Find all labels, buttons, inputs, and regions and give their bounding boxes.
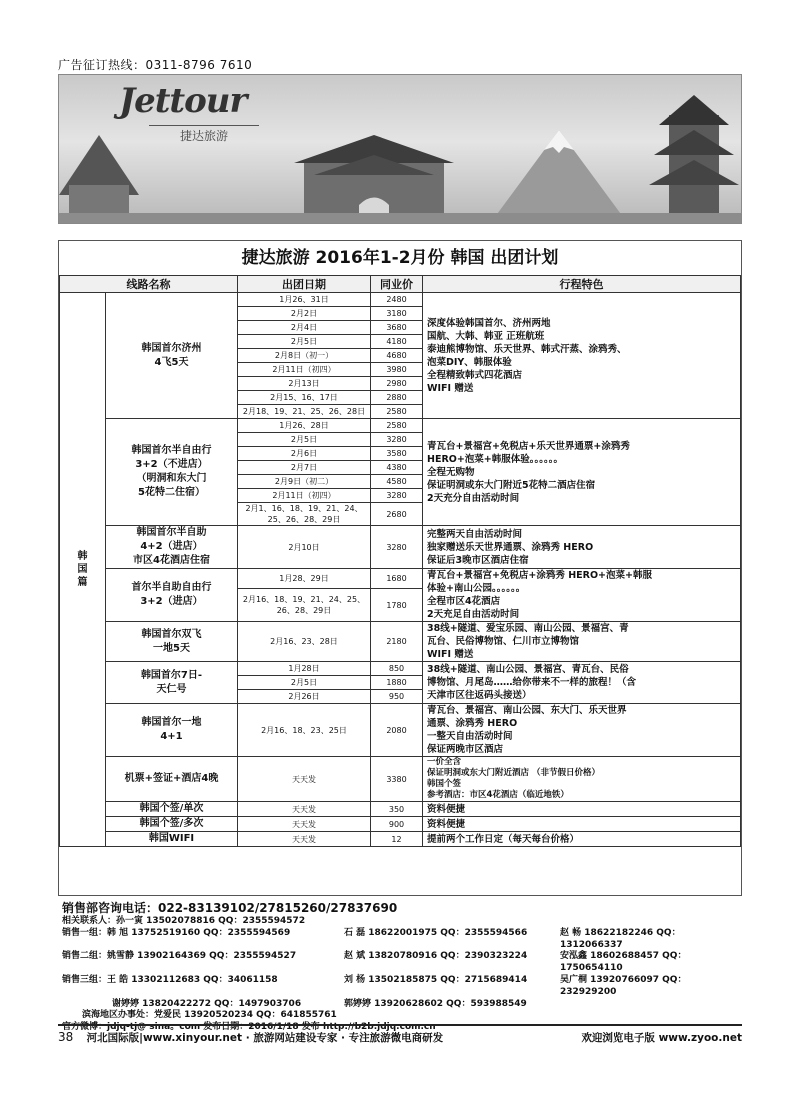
route-features: 资料便捷 bbox=[423, 802, 741, 817]
jettour-logo: Jettour bbox=[119, 81, 247, 121]
departure-date: 2月16、23、28日 bbox=[238, 622, 371, 662]
sales-contacts bbox=[62, 900, 742, 1034]
trade-price: 4380 bbox=[371, 461, 423, 475]
table-row bbox=[60, 293, 741, 307]
trade-price: 2580 bbox=[371, 419, 423, 433]
page-number: 38 bbox=[58, 1030, 74, 1044]
sales-contact: 销售二组：姚雪静 13902164369 QQ：2355594527 bbox=[62, 951, 297, 962]
sales-contact: 安泓鑫 18602688457 QQ：1750654110 bbox=[560, 951, 687, 974]
col-features: 行程特色 bbox=[423, 276, 741, 293]
sales-contact: 刘 杨 13502185875 QQ：2715689414 bbox=[344, 974, 528, 985]
banner-image bbox=[58, 74, 742, 224]
route-name: 首尔半自助自由行 3+2（进店） bbox=[106, 569, 238, 622]
table-row bbox=[60, 817, 741, 832]
route-name: 韩国首尔半自由行 3+2（不进店） （明洞和东大门 5花特二住宿） bbox=[106, 419, 238, 526]
table-row bbox=[60, 622, 741, 662]
trade-price: 1780 bbox=[371, 589, 423, 622]
tour-plan-table bbox=[58, 240, 742, 896]
official-weibo: 官方微博：jdjq-tj@ sina。com 发布日期：2016/1/18 发布 http://b2b.jdjq.com.cn bbox=[62, 1022, 436, 1033]
routes-table bbox=[59, 275, 741, 847]
departure-date: 2月2日 bbox=[238, 307, 371, 321]
table-row bbox=[60, 526, 741, 569]
departure-date: 天天发 bbox=[238, 757, 371, 802]
route-features: 38线+隧道、爱宝乐园、南山公园、景福宫、青 瓦台、民俗博物馆、仁川市立博物馆 WIFI 赠送 bbox=[423, 622, 741, 662]
table-header-row bbox=[60, 276, 741, 293]
sales-contact: 谢婷婷 13820422272 QQ：1497903706 bbox=[112, 998, 302, 1009]
jettour-logo-subtitle: 捷达旅游 bbox=[149, 125, 259, 144]
departure-date: 2月5日 bbox=[238, 676, 371, 690]
sales-phone: 销售部咨询电话：022-83139102/27815260/27837690 bbox=[62, 901, 398, 915]
table-row bbox=[60, 419, 741, 433]
route-features: 一价全含 保证明洞或东大门附近酒店 （非节假日价格） 韩国个签 参考酒店：市区4花酒店（临近地铁） bbox=[423, 757, 741, 802]
route-features: 青瓦台、景福宫、南山公园、东大门、乐天世界 通票、涂鸦秀 HERO 一整天自由活动时间 保证两晚市区酒店 bbox=[423, 704, 741, 757]
page-footer bbox=[58, 1024, 742, 1045]
trade-price: 2680 bbox=[371, 503, 423, 526]
route-name: 韩国个签/单次 bbox=[106, 802, 238, 817]
route-name: 韩国首尔半自助 4+2（进店） 市区4花酒店住宿 bbox=[106, 526, 238, 569]
trade-price: 2080 bbox=[371, 704, 423, 757]
routes-body bbox=[60, 293, 741, 847]
trade-price: 900 bbox=[371, 817, 423, 832]
footer-left-text: 河北国际版|www.xinyour.net · 旅游网站建设专家 · 专注旅游微电商研发 bbox=[86, 1032, 444, 1044]
sales-contact: 赵 畅 18622182246 QQ：1312066337 bbox=[560, 927, 681, 950]
sales-contact: 石 磊 18622001975 QQ：2355594566 bbox=[344, 927, 528, 938]
trade-price: 3280 bbox=[371, 433, 423, 447]
route-features: 青瓦台+景福宫+免税店+乐天世界通票+涂鸦秀 HERO+泡菜+韩服体验。。。。。。 全程无购物 保证明洞或东大门附近5花特二酒店住宿 2天充分自由活动时间 bbox=[423, 419, 741, 526]
footer-right-text: 欢迎浏览电子版 www.zyoo.net bbox=[581, 1032, 742, 1044]
trade-price: 3180 bbox=[371, 307, 423, 321]
route-features: 完整两天自由活动时间 独家赠送乐天世界通票、涂鸦秀 HERO 保证后3晚市区酒店住宿 bbox=[423, 526, 741, 569]
sales-contact: 销售一组：韩 旭 13752519160 QQ：2355594569 bbox=[62, 927, 291, 938]
binhai-office: 滨海地区办事处：党爱民 13920520234 QQ：641855761 bbox=[82, 1010, 337, 1021]
table-row bbox=[60, 569, 741, 589]
ad-hotline: 广告征订热线：0311-8796 7610 bbox=[58, 58, 253, 72]
sales-groups bbox=[62, 928, 742, 1011]
departure-date: 2月6日 bbox=[238, 447, 371, 461]
table-row bbox=[60, 832, 741, 847]
route-features: 深度体验韩国首尔、济州两地 国航、大韩、韩亚 正班航班 泰迪熊博物馆、乐天世界、韩式汗蒸、涂鸦秀、 泡菜DIY、韩服体验 全程精致韩式四花酒店 WIFI 赠送 bbox=[423, 293, 741, 419]
trade-price: 3680 bbox=[371, 321, 423, 335]
trade-price: 1680 bbox=[371, 569, 423, 589]
departure-date: 2月4日 bbox=[238, 321, 371, 335]
route-features: 38线+隧道、南山公园、景福宫、青瓦台、民俗 博物馆、月尾岛……给你带来不一样的旅程！（含 天津市区往返码头接送） bbox=[423, 662, 741, 704]
col-price: 同业价 bbox=[371, 276, 423, 293]
category-cell bbox=[60, 293, 106, 847]
departure-date: 2月10日 bbox=[238, 526, 371, 569]
trade-price: 3980 bbox=[371, 363, 423, 377]
trade-price: 2180 bbox=[371, 622, 423, 662]
sales-group-row bbox=[62, 951, 742, 975]
departure-date: 2月8日（初一） bbox=[238, 349, 371, 363]
departure-date: 2月9日（初二） bbox=[238, 475, 371, 489]
route-features: 青瓦台+景福宫+免税店+涂鸦秀 HERO+泡菜+韩服 体验+南山公园。。。。。。 全程市区4花酒店 2天充足自由活动时间 bbox=[423, 569, 741, 622]
trade-price: 1880 bbox=[371, 676, 423, 690]
trade-price: 350 bbox=[371, 802, 423, 817]
table-row bbox=[60, 662, 741, 676]
departure-date: 2月5日 bbox=[238, 433, 371, 447]
sales-contact: 吴广桐 13920766097 QQ：232929200 bbox=[560, 974, 687, 997]
departure-date: 1月26、31日 bbox=[238, 293, 371, 307]
route-name: 机票+签证+酒店4晚 bbox=[106, 757, 238, 802]
departure-date: 2月7日 bbox=[238, 461, 371, 475]
departure-date: 2月18、19、21、25、26、28日 bbox=[238, 405, 371, 419]
departure-date: 天天发 bbox=[238, 817, 371, 832]
route-features: 资料便捷 bbox=[423, 817, 741, 832]
trade-price: 4580 bbox=[371, 475, 423, 489]
departure-date: 天天发 bbox=[238, 802, 371, 817]
trade-price: 4180 bbox=[371, 335, 423, 349]
trade-price: 3280 bbox=[371, 489, 423, 503]
sales-contact: 赵 斌 13820780916 QQ：2390323224 bbox=[344, 951, 528, 962]
route-name: 韩国WIFI bbox=[106, 832, 238, 847]
sales-contact: 郭婷婷 13920628602 QQ：593988549 bbox=[344, 998, 527, 1009]
trade-price: 4680 bbox=[371, 349, 423, 363]
departure-date: 2月5日 bbox=[238, 335, 371, 349]
departure-date: 1月28日 bbox=[238, 662, 371, 676]
departure-date: 天天发 bbox=[238, 832, 371, 847]
sales-contact-person: 相关联系人：孙一寅 13502078816 QQ：2355594572 bbox=[62, 916, 306, 926]
route-name: 韩国首尔一地 4+1 bbox=[106, 704, 238, 757]
trade-price: 12 bbox=[371, 832, 423, 847]
departure-date: 2月13日 bbox=[238, 377, 371, 391]
departure-date: 2月16、18、23、25日 bbox=[238, 704, 371, 757]
sales-contact bbox=[560, 999, 742, 1011]
departure-date: 1月26、28日 bbox=[238, 419, 371, 433]
table-row bbox=[60, 704, 741, 757]
trade-price: 850 bbox=[371, 662, 423, 676]
sales-group-row bbox=[62, 975, 742, 999]
table-row bbox=[60, 757, 741, 802]
plan-title: 捷达旅游 2016年1-2月份 韩国 出团计划 bbox=[241, 248, 559, 268]
trade-price: 3280 bbox=[371, 526, 423, 569]
col-route-name: 线路名称 bbox=[60, 276, 238, 293]
sales-group-row bbox=[62, 928, 742, 952]
route-name: 韩国个签/多次 bbox=[106, 817, 238, 832]
route-features: 提前两个工作日定（每天每台价格） bbox=[423, 832, 741, 847]
trade-price: 3380 bbox=[371, 757, 423, 802]
departure-date: 2月26日 bbox=[238, 690, 371, 704]
departure-date: 2月11日（初四） bbox=[238, 363, 371, 377]
trade-price: 2480 bbox=[371, 293, 423, 307]
category-label: 韩国篇 bbox=[77, 551, 88, 588]
departure-date: 2月1、16、18、19、21、24、25、26、28、29日 bbox=[238, 503, 371, 526]
departure-date: 2月11日（初四） bbox=[238, 489, 371, 503]
trade-price: 950 bbox=[371, 690, 423, 704]
trade-price: 2580 bbox=[371, 405, 423, 419]
departure-date: 2月16、18、19、21、24、25、26、28、29日 bbox=[238, 589, 371, 622]
trade-price: 2980 bbox=[371, 377, 423, 391]
departure-date: 2月15、16、17日 bbox=[238, 391, 371, 405]
departure-date: 1月28、29日 bbox=[238, 569, 371, 589]
route-name: 韩国首尔7日- 天仁号 bbox=[106, 662, 238, 704]
route-name: 韩国首尔济州 4飞5天 bbox=[106, 293, 238, 419]
table-row bbox=[60, 802, 741, 817]
trade-price: 3580 bbox=[371, 447, 423, 461]
route-name: 韩国首尔双飞 一地5天 bbox=[106, 622, 238, 662]
col-departure-date: 出团日期 bbox=[238, 276, 371, 293]
sales-group-row bbox=[62, 999, 742, 1011]
trade-price: 2880 bbox=[371, 391, 423, 405]
sales-contact: 销售三组：王 皓 13302112683 QQ：34061158 bbox=[62, 974, 278, 985]
